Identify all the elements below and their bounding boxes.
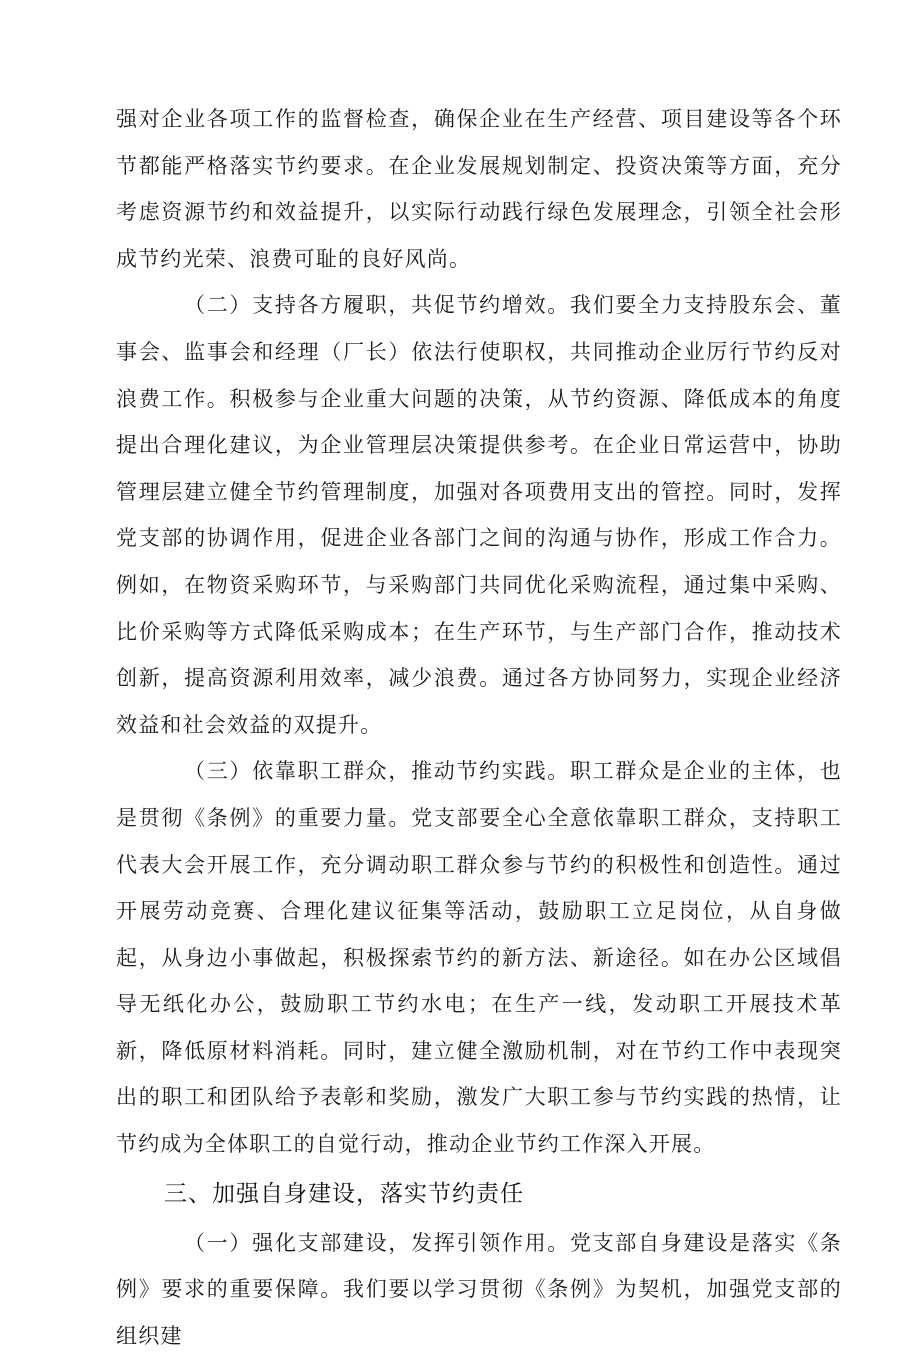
document-body bbox=[116, 96, 842, 1359]
section-heading: 三、加强自身建设，落实节约责任 bbox=[164, 1180, 524, 1207]
paragraph-rely-on-workers: （三）依靠职工群众，推动节约实践。职工群众是企业的主体，也是贯彻《条例》的重要力量。党支部要全心全意依靠职工群众，支持职工代表大会开展工作，充分调动职工群众参与节约的积极性和创造性。通过开展劳动竞赛、合理化建议征集等活动，鼓励职工立足岗位，从自身做起，从身边小事做起，积极探索节约的新方法、新途径。如在办公区域倡导无纸化办公，鼓励职工节约水电；在生产一线，发动职工开展技术革新，降低原材料消耗。同时，建立健全激励机制，对在节约工作中表现突出的职工和团队给予表彰和奖励，激发广大职工参与节约实践的热情，让节约成为全体职工的自觉行动，推动企业节约工作深入开展。 bbox=[116, 759, 842, 1157]
paragraph-strengthen-branch: （一）强化支部建设，发挥引领作用。党支部自身建设是落实《条例》要求的重要保障。我们要以学习贯彻《条例》为契机，加强党支部的组织建 bbox=[116, 1230, 842, 1348]
paragraph-continued: 强对企业各项工作的监督检查，确保企业在生产经营、项目建设等各个环节都能严格落实节约要求。在企业发展规划制定、投资决策等方面，充分考虑资源节约和效益提升，以实际行动践行绿色发展理念，引领全社会形成节约光荣、浪费可耻的良好风尚。 bbox=[116, 107, 842, 271]
paragraph-support-duties: （二）支持各方履职，共促节约增效。我们要全力支持股东会、董事会、监事会和经理（厂长）依法行使职权，共同推动企业厉行节约反对浪费工作。积极参与企业重大问题的决策，从节约资源、降低成本的角度提出合理化建议，为企业管理层决策提供参考。在企业日常运营中，协助管理层建立健全节约管理制度，加强对各项费用支出的管控。同时，发挥党支部的协调作用，促进企业各部门之间的沟通与协作，形成工作合力。例如，在物资采购环节，与采购部门共同优化采购流程，通过集中采购、比价采购等方式降低采购成本；在生产环节，与生产部门合作，推动技术创新，提高资源利用效率，减少浪费。通过各方协同努力，实现企业经济效益和社会效益的双提升。 bbox=[116, 293, 842, 737]
